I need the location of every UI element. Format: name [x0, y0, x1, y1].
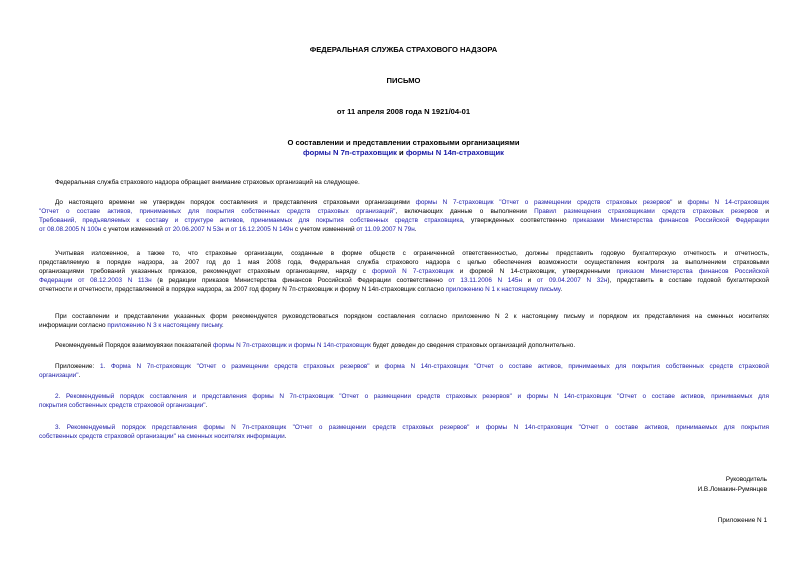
paragraph-1 — [39, 179, 769, 188]
text-run: и — [369, 363, 385, 370]
form7-link[interactable]: формы N 7-страховщик "Отчет о размещении средств страховых резервов" — [415, 199, 673, 206]
p2-line-1 — [39, 199, 769, 208]
text-run: . — [284, 432, 287, 440]
p5-line-1 — [39, 342, 769, 351]
paragraph-3 — [39, 250, 769, 295]
form7p-link[interactable]: формы N 7п-страховщик — [303, 148, 397, 157]
appendix-item-1-link[interactable]: 1. Форма N 7п-страховщик "Отчет о размещении средств страховых резервов" — [99, 363, 370, 370]
text-run: и — [522, 276, 537, 284]
p6-line-2 — [39, 372, 769, 381]
text-run: и формой N 14-страховщик, утвержденными — [453, 267, 617, 275]
text-run: . — [414, 225, 417, 233]
paragraph-2 — [39, 199, 769, 235]
text-run: будет доведен до сведения страховых организаций дополнительно. — [370, 342, 576, 349]
text-run: Рекомендуемый Порядок взаимоувязки показателей — [55, 342, 214, 349]
order-113n-link[interactable]: Федерации от 08.12.2003 N 113н — [39, 276, 152, 284]
forms-link[interactable]: формы N 7п-страховщик и формы N 14п-страховщик — [213, 342, 371, 349]
paragraph-1-text: Федеральная служба страхового надзора обращает внимание страховых организаций на следующее. — [55, 179, 360, 186]
minfin-order-link[interactable]: приказом Министерства финансов Российской — [616, 267, 769, 275]
p6-line-1 — [39, 363, 769, 372]
appendix-item-2-cont-link[interactable]: покрытия собственных средств страховой организации" — [39, 401, 206, 409]
order-32n-link[interactable]: от 09.04.2007 N 32н — [536, 276, 608, 284]
text-run: . — [205, 401, 208, 409]
appendix-item-3-link[interactable]: 3. Рекомендуемый порядок представления формы N 7п-страховщик "Отчет о размещении средств страховых резервов" и формы N 14п-страховщик "Отчет о составе активов, принимаемых для покрытия — [55, 424, 769, 431]
p3-line-4 — [39, 277, 769, 286]
text-run: ), представить в составе годовой бухгалтерской — [607, 276, 770, 284]
p8-line-2 — [39, 433, 769, 442]
date-line: от 11 апреля 2008 года N 1921/04-01 — [336, 107, 471, 116]
text-run: . — [221, 321, 224, 329]
text-run: с учетом изменений — [101, 225, 165, 233]
p7-line-1 — [39, 393, 769, 402]
p3-line-1: Учитывая изложенное, а также то, что страховые организации, созданные в форме обществ с ограниченной ответственностью, должны представить годовую бухгалтерскую отчетность и отчетность, — [55, 250, 769, 257]
text-run: . — [78, 371, 81, 379]
text-run: (в редакции приказов Министерства финансов Российской Федерации соответственно — [151, 276, 449, 284]
paragraph-6 — [39, 363, 769, 381]
text-run: с учетом изменений — [293, 225, 357, 233]
text-run: отчетности и отчетности, представляемой в порядке надзора, за 2007 год форму N 7п-страховщик и форму N 14п-страховщик согласно — [39, 285, 446, 293]
appendix-label: Приложение N 1 — [717, 517, 767, 524]
agency-heading: ФЕДЕРАЛЬНАЯ СЛУЖБА СТРАХОВОГО НАДЗОРА — [309, 45, 498, 54]
order-53n-link[interactable]: от 20.06.2007 N 53н — [164, 225, 224, 233]
text-run: и — [672, 199, 688, 206]
text-run: , утвержденных соответственно — [462, 216, 573, 224]
text-run: организациями требований указанных приказов, рекомендует страховым организациям, наряду с — [39, 267, 373, 275]
subject-line-2 — [0, 149, 807, 158]
paragraph-7 — [39, 393, 769, 411]
p3-line-3 — [39, 268, 769, 277]
form7-strahovshik-link[interactable]: формой N 7-страховщик — [372, 267, 454, 275]
text-run: . — [560, 285, 563, 293]
appendix-item-1-cont-link[interactable]: организации" — [39, 371, 79, 379]
form14-link[interactable]: формы N 14-страховщик — [687, 199, 770, 206]
order-79n-link[interactable]: от 11.09.2007 N 79н — [356, 225, 415, 233]
form14-title-link[interactable]: "Отчет о составе активов, принимаемых для покрытия собственных средств страховых организаций" — [39, 207, 396, 215]
order-145n-link[interactable]: от 13.11.2006 N 145н — [448, 276, 522, 284]
subject-line-1: О составлении и представлении страховыми организациями — [287, 138, 520, 147]
requirements-link[interactable]: Требований, предъявляемых к составу и структуре активов, принимаемых для покрытия собственных средств страховщика — [39, 216, 463, 224]
appendix-3-link[interactable]: приложению N 3 к настоящему письму — [107, 321, 222, 329]
p2-line-4 — [39, 226, 769, 235]
p7-line-2 — [39, 402, 769, 411]
subject-conjunction: и — [396, 148, 406, 157]
form14p-link[interactable]: формы N 14п-страховщик — [405, 148, 504, 157]
p4-line-2 — [39, 322, 769, 331]
paragraph-8 — [39, 424, 769, 442]
appendix-item-3-cont-link[interactable]: собственных средств страховой организации" на сменных носителях информации — [39, 432, 285, 440]
order-149n-link[interactable]: от 16.12.2005 N 149н — [230, 225, 294, 233]
text-run: До настоящего времени не утвержден порядок составления и представления страховыми организациями — [55, 199, 416, 206]
appendix-item-1-form14-link[interactable]: форма N 14п-страховщик "Отчет о составе активов, принимаемых для покрытия собственных средств страховой — [384, 363, 769, 370]
p2-line-3 — [39, 217, 769, 226]
text-run: , включающих данные о выполнении — [395, 207, 535, 215]
paragraph-4 — [39, 313, 769, 331]
p2-line-2 — [39, 208, 769, 217]
p3-line-5 — [39, 286, 769, 295]
p8-line-1 — [39, 424, 769, 433]
doc-type-heading: ПИСЬМО — [386, 76, 421, 85]
appendix-item-2-link[interactable]: 2. Рекомендуемый порядок составления и представления формы N 7п-страховщик "Отчет о размещении средств страховых резервов" и формы N 14п-страховщик "Отчет о составе активов, принимаемых для — [55, 393, 769, 400]
signature-title: Руководитель — [725, 476, 767, 483]
signature-name: И.В.Ломакин-Румянцев — [697, 486, 767, 493]
minfin-orders-link[interactable]: приказами Министерства финансов Российской Федерации — [572, 216, 770, 224]
p3-line-2: представляемую в порядке надзора, за 2007 год до 1 мая 2008 года, Федеральная служба страхового надзора с целью обеспечения возможности осуществления контроля за выполнением страховыми — [39, 258, 769, 266]
text-run: и — [758, 207, 769, 215]
text-run: и — [223, 225, 231, 233]
text-run: информации согласно — [39, 321, 108, 329]
appendix-1-link[interactable]: приложению N 1 к настоящему письму — [445, 285, 561, 293]
text-run: Приложение: — [55, 363, 100, 370]
rules-link[interactable]: Правил размещения страховщиками средств страховых резервов — [534, 207, 759, 215]
paragraph-5 — [39, 342, 769, 351]
p4-line-1: При составлении и представлении указанных форм рекомендуется руководствоваться порядком составления согласно приложению N 2 к настоящему письму и порядком их представления на сменных носителях — [55, 313, 769, 320]
order-100n-link[interactable]: от 08.08.2005 N 100н — [39, 225, 102, 233]
